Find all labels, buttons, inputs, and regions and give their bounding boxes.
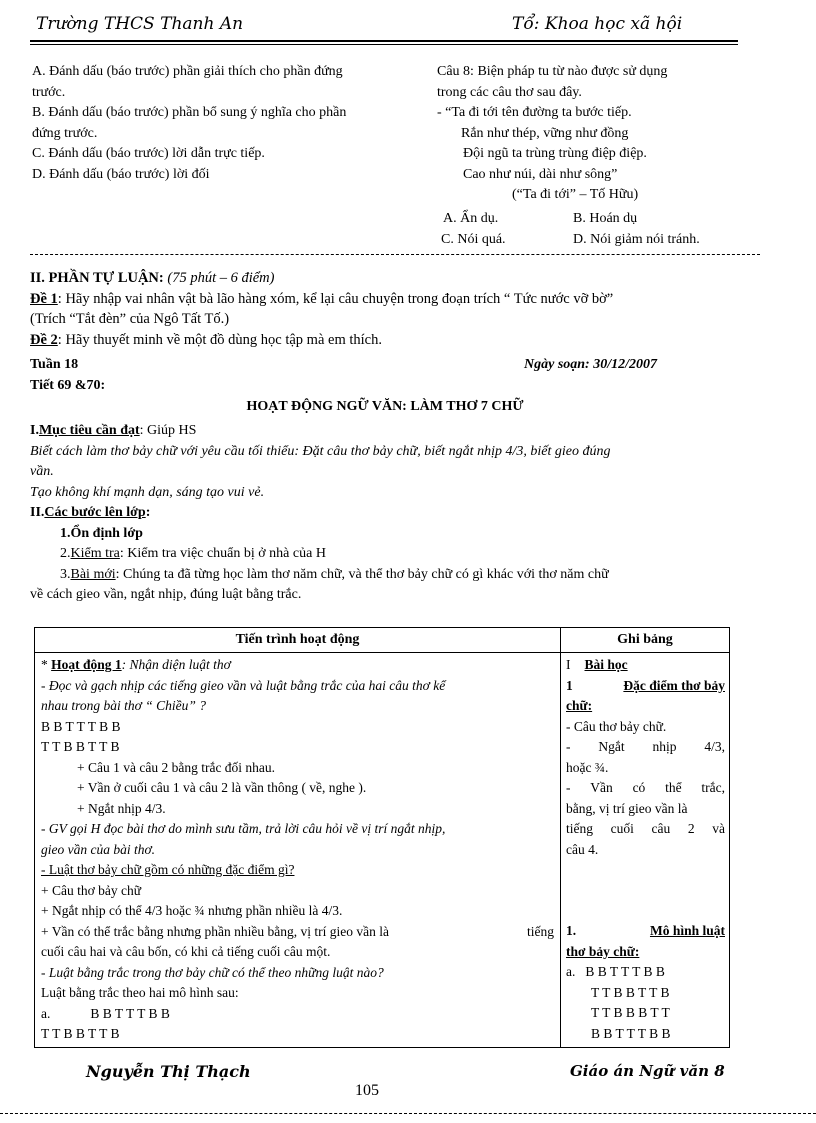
question-line: - Luật bằng trắc trong thơ bảy chữ có thể theo những luật nào? [41, 964, 384, 980]
footer-book: Giáo án Ngữ văn 8 [570, 1062, 725, 1080]
part-2-time: (75 phút – 6 điểm) [167, 270, 275, 286]
answer-line: + Ngắt nhịp có thể 4/3 hoặc ¾ nhưng phần nhiều là 4/3. [41, 903, 343, 918]
objectives-heading: Mục tiêu cần đạt [38, 423, 140, 438]
steps-heading: Các bước lên lớp [44, 505, 146, 520]
steps-colon: : [145, 505, 151, 520]
step-3-num: 3. [60, 566, 71, 582]
section-1-title: Đặc điểm thơ bảy [623, 677, 725, 693]
question-line: - Đọc và gạch nhịp các tiếng gieo vần và luật bằng trắc của hai câu thơ kể [41, 677, 446, 693]
point: + Câu 1 và câu 2 bằng trắc đối nhau. [77, 759, 276, 775]
section-2-title: Mô hình luật [649, 923, 725, 938]
answer-a: A. Ẩn dụ. [443, 211, 499, 226]
prep-date: Ngày soạn: 30/12/2007 [524, 357, 657, 372]
answer-line: + Câu thơ bảy chữ [41, 882, 142, 898]
meter-row: B B T T T B B [585, 964, 665, 979]
board-cell [561, 653, 730, 1048]
option-b-cont: đứng trước. [32, 125, 98, 141]
objective-2: Tạo không khí mạnh dạn, sáng tạo vui vẻ. [30, 484, 265, 500]
meter-row: B B T T T B B [591, 1025, 671, 1041]
section-1-title-cont: chữ: [566, 698, 593, 713]
model-label: a. [41, 1005, 51, 1021]
activity-table [34, 627, 730, 1048]
model-intro: Luật bằng trắc theo hai mô hình sau: [41, 985, 239, 1000]
meter-row: T T B B T T B [41, 1026, 120, 1041]
activities-cell [35, 653, 561, 1048]
header-rule-thin [30, 44, 738, 45]
topic-1-cont: (Trích “Tắt đèn” của Ngô Tất Tố.) [30, 311, 230, 327]
option-a-cont: trước. [32, 84, 66, 100]
steps-num: II. [30, 505, 45, 520]
header-school: Trường THCS Thanh An [36, 14, 244, 34]
board-line: - Câu thơ bảy chữ. [566, 718, 667, 734]
footer-divider [0, 1113, 816, 1114]
section-1-num: 1 [566, 677, 573, 693]
option-d: D. Đánh dấu (báo trước) lời đối [32, 166, 210, 182]
step-3-label: Bài mới [70, 566, 116, 582]
point: + Vần ở cuối câu 1 và câu 2 là vần thông ( về, nghe ). [77, 780, 367, 795]
objective-1: Biết cách làm thơ bảy chữ với yêu cầu tối thiểu: Đặt câu thơ bảy chữ, biết ngắt nhịp 4/3, biết gieo đúng [30, 443, 611, 459]
section-2-title-cont: thơ bảy chữ: [566, 943, 640, 959]
part-2 [30, 268, 613, 350]
lesson-title: HOẠT ĐỘNG NGỮ VĂN: LÀM THƠ 7 CHỮ [246, 399, 524, 414]
poem-line: Rắn như thép, vững như đồng [461, 125, 629, 141]
header-rule [30, 40, 738, 42]
topic-2-text: : Hãy thuyết minh về một đồ dùng học tập mà em thích. [57, 331, 382, 348]
step-2-label: Kiểm tra [70, 546, 120, 561]
objectives-intro: : Giúp HS [139, 423, 197, 438]
poem-line: - “Ta đi tới tên đường ta bước tiếp. [437, 105, 632, 120]
footer-author: Nguyễn Thị Thạch [86, 1062, 251, 1081]
answer-line-end: tiếng [527, 923, 554, 939]
section-2-num: 1. [566, 923, 577, 938]
topic-1-label: Đề 1 [30, 290, 58, 307]
week: Tuần 18 [30, 357, 79, 372]
option-c: C. Đánh dấu (báo trước) lời dẫn trực tiếp. [32, 146, 265, 161]
topic-2-label: Đề 2 [30, 331, 58, 348]
question-7-options [32, 62, 346, 185]
board-line: - Vần có thể trắc, [566, 780, 725, 795]
lesson-heading: Bài học [584, 657, 628, 672]
question-line: - GV gọi H đọc bài thơ do mình sưu tầm, trả lời câu hỏi về vị trí ngắt nhịp, [41, 821, 446, 836]
answer-d: D. Nói giảm nói tránh. [573, 232, 700, 247]
activity-1-title: : Nhận diện luật thơ [121, 657, 231, 672]
header-department: Tổ: Khoa học xã hội [512, 14, 683, 34]
step-1: 1.Ổn định lớp [60, 525, 143, 541]
bullet: * [41, 657, 52, 672]
section-num: I [566, 657, 571, 672]
section-divider [30, 254, 760, 255]
question-8-stem-cont: trong các câu thơ sau đây. [437, 84, 582, 100]
meter-row: B B T T T B B [41, 718, 121, 734]
question-8 [437, 62, 667, 206]
answer-line: cuối câu hai và câu bốn, có khi cả tiếng cuối câu một. [41, 944, 331, 959]
objective-1-cont: vần. [30, 464, 54, 479]
activity-1-label: Hoạt động 1 [51, 657, 122, 672]
poem-source: (“Ta đi tới” – Tố Hữu) [512, 187, 639, 202]
model-label: a. [566, 964, 576, 979]
board-line: câu 4. [566, 841, 599, 857]
question-line: nhau trong bài thơ “ Chiều” ? [41, 698, 206, 713]
answer-b: B. Hoán dụ [573, 211, 638, 226]
page-number: 105 [355, 1082, 379, 1099]
answer-line: + Vần có thể trắc bằng nhưng phần nhiều bằng, vị trí gieo vần là [41, 923, 389, 939]
step-2-text: : Kiểm tra việc chuẩn bị ở nhà của H [119, 546, 326, 561]
part-2-heading: II. PHẦN TỰ LUẬN: [30, 270, 164, 286]
meter-row: T T B B T T B [41, 739, 120, 754]
answer-c: C. Nói quá. [441, 232, 506, 247]
table-header-activities: Tiến trình hoạt động [35, 628, 561, 653]
board-line: bằng, vị trí gieo vần là [566, 800, 688, 816]
point: + Ngắt nhịp 4/3. [77, 800, 166, 816]
option-a: A. Đánh dấu (báo trước) phần giải thích cho phần đứng [32, 64, 343, 79]
step-3-text: : Chúng ta đã từng học làm thơ năm chữ, và thể thơ bảy chữ có gì khác với thơ năm chữ [115, 566, 609, 582]
meter-row: T T B B T T B [591, 984, 670, 1000]
option-b: B. Đánh dấu (báo trước) phần bổ sung ý nghĩa cho phần [32, 105, 347, 120]
meter-row: B B T T T B B [90, 1005, 170, 1021]
question-line: gieo vần của bài thơ. [41, 841, 156, 857]
poem-line: Cao như núi, dài như sông” [463, 166, 618, 182]
objectives-num: I. [30, 423, 39, 438]
topic-1-text: : Hãy nhập vai nhân vật bà lão hàng xóm, kể lại câu chuyện trong đoạn trích “ Tức nước vỡ bờ” [57, 290, 614, 307]
meter-row: T T B B B T T [591, 1005, 670, 1020]
step-3-cont: về cách gieo vần, ngắt nhịp, đúng luật bằng trắc. [30, 587, 302, 602]
poem-line: Đội ngũ ta trùng trùng điệp điệp. [463, 146, 647, 161]
period: Tiết 69 &70: [30, 378, 106, 393]
lesson-body [30, 421, 740, 606]
question-8-stem: Câu 8: Biện pháp tu từ nào được sử dụng [437, 64, 668, 79]
table-header-board: Ghi bảng [561, 628, 730, 653]
step-2-num: 2. [60, 546, 71, 561]
board-line: tiếng cuối câu 2 và [566, 821, 725, 836]
board-line: - Ngắt nhịp 4/3, [566, 739, 725, 754]
board-line: hoặc ¾. [566, 759, 609, 775]
question-line: - Luật thơ bảy chữ gồm có những đặc điểm gì? [41, 862, 295, 877]
